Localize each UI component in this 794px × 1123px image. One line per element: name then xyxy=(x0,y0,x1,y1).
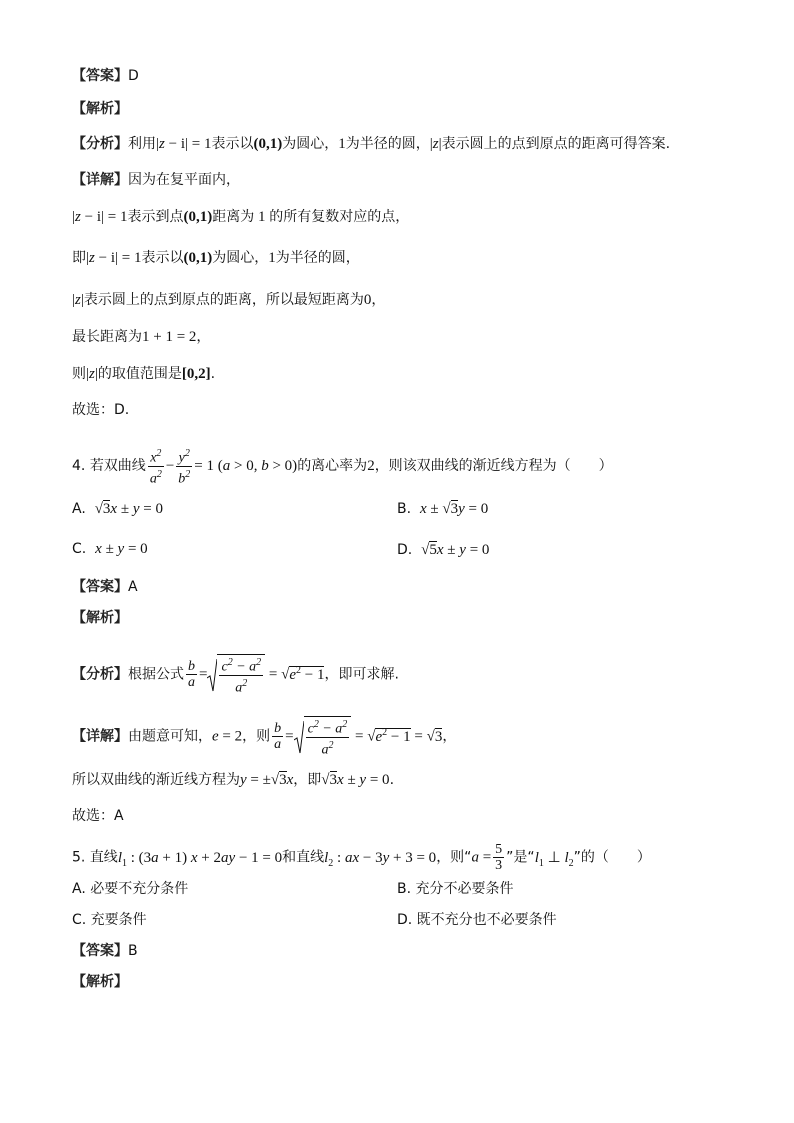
q3-xj-text: 表示圆上的点到原点的距离，所以最短距离为 xyxy=(83,292,364,308)
math: √3x ± y = 0 xyxy=(94,501,163,517)
q4-concl-text: 所以双曲线的渐近线方程为 xyxy=(72,772,240,788)
q3-xj-text: ， xyxy=(371,292,386,308)
option-label: A. xyxy=(72,501,86,517)
q3-xj-line5 xyxy=(72,327,210,347)
q5-analysis-tag-line xyxy=(72,972,128,992)
q4-concl-text: ，即 xyxy=(293,772,322,788)
q5-option-c: C. 充要条件 xyxy=(72,912,147,928)
q3-xj-line4 xyxy=(72,290,385,310)
option-label: C. xyxy=(72,541,87,557)
q5-stem-text: ，则“ xyxy=(436,849,472,866)
q3-analysis-tag-line xyxy=(72,99,128,119)
q4-choose: 故选：A xyxy=(72,808,124,824)
q4-option-c xyxy=(72,539,148,559)
q4-number: 4. xyxy=(72,458,86,475)
math: $\frac{c^2 - a^2}{a^2}$ xyxy=(207,654,265,695)
q3-xj-text: 为半径的圆， xyxy=(275,250,360,266)
math: $l_2$ : ax − 3y + 3 = 0 xyxy=(324,849,437,869)
math: $\frac{c^2 - a^2}{a^2}$ xyxy=(294,716,352,757)
q3-fenxi-line xyxy=(72,134,670,154)
math: x ± y = 0 xyxy=(95,541,148,557)
q4-option-d xyxy=(397,540,489,560)
math: 1 xyxy=(268,250,276,266)
q4-option-a xyxy=(72,499,163,519)
q5-stem-text: 直线 xyxy=(89,849,118,866)
q5-stem-text: 和直线 xyxy=(282,849,325,866)
q4-answer-line xyxy=(72,577,138,597)
q3-fenxi-text: 利用 xyxy=(128,136,156,152)
math: $\frac{5}{3}$ xyxy=(495,842,503,873)
q4-fenxi-text: ，即可求解. xyxy=(324,666,399,683)
fenxi-tag: 【分析】 xyxy=(72,666,128,683)
math: − xyxy=(165,458,175,475)
math: a = xyxy=(471,849,492,866)
analysis-tag: 【解析】 xyxy=(72,101,128,117)
q4-choose-line xyxy=(72,806,124,826)
math: $\frac{b}{a}$ xyxy=(274,721,282,753)
math: = $√e^2 - 1$ xyxy=(265,664,325,683)
q3-xj-line6 xyxy=(72,364,215,384)
math: |z − i| = 1 xyxy=(86,250,142,266)
math: √5x ± y = 0 xyxy=(421,542,490,558)
option-label: B. xyxy=(397,501,412,517)
q3-answer: D xyxy=(128,68,139,84)
q4-stem xyxy=(72,446,613,486)
q4-xj-text: 由题意可知， xyxy=(128,728,212,745)
q3-xj-line3 xyxy=(72,248,360,268)
q3-fenxi-text: 为半径的圆， xyxy=(345,136,430,152)
q5-answer-line xyxy=(72,941,138,961)
q5-number: 5. xyxy=(72,849,86,866)
q3-xj-text: . xyxy=(210,366,216,382)
q3-xj-text: 距离为 xyxy=(212,209,255,225)
q4-concl-text: . xyxy=(389,772,395,788)
q5-stem-text: ”的（ ） xyxy=(573,849,651,866)
q3-choose-line xyxy=(72,400,129,420)
math: (0,1) xyxy=(183,209,213,225)
answer-tag: 【答案】 xyxy=(72,68,128,84)
math: e = 2 xyxy=(212,728,243,745)
q3-xj-text: 最长距离为 xyxy=(72,329,142,345)
math: (0,1) xyxy=(183,250,213,266)
answer-tag: 【答案】 xyxy=(72,943,128,959)
q3-xj-text: 的取值范围是 xyxy=(97,366,182,382)
q3-fenxi-text: 为圆心， xyxy=(282,136,339,152)
q5-stem xyxy=(72,842,651,874)
q3-xj-text: 的所有复数对应的点， xyxy=(269,209,410,225)
math: $\frac{y^2}{b^2}$ xyxy=(178,448,191,487)
math: 2 xyxy=(367,458,375,475)
q3-xj-line2 xyxy=(72,207,409,227)
math: |z − i| = 1 xyxy=(72,209,128,225)
math: $l_1$ : (3a + 1) x + 2ay − 1 = 0 xyxy=(117,849,283,869)
q3-xj-text: 表示以 xyxy=(141,250,184,266)
math: $\frac{b}{a}$ xyxy=(188,659,195,691)
q3-fenxi-text: 表示以 xyxy=(211,136,254,152)
q3-xiangjie-line xyxy=(72,170,240,190)
q5-option-b: B. 充分不必要条件 xyxy=(397,881,514,897)
math: |z| xyxy=(72,292,84,308)
q4-fenxi-text: 根据公式 xyxy=(128,666,184,683)
analysis-tag: 【解析】 xyxy=(72,974,128,990)
q4-analysis-tag-line xyxy=(72,608,128,628)
math: $l_1$ ⊥ $l_2$ xyxy=(534,849,574,869)
q5-option-d: D. 既不充分也不必要条件 xyxy=(397,912,557,928)
q3-xj-text: ， xyxy=(196,329,211,345)
q4-option-b xyxy=(397,499,488,519)
math: x ± √3y = 0 xyxy=(419,501,489,517)
xiangjie-tag: 【详解】 xyxy=(72,172,128,188)
math: = xyxy=(199,666,208,683)
q3-fenxi-text: 表示圆上的点到原点的距离可得答案. xyxy=(441,136,671,152)
math: $\frac{x^2}{a^2}$ xyxy=(149,448,162,487)
math: y = ±√3x xyxy=(240,772,294,788)
math: (0,1) xyxy=(253,136,283,152)
q5-stem-text: ”是“ xyxy=(506,849,535,866)
q4-stem-text: 若双曲线 xyxy=(89,458,146,475)
q4-fenxi-line xyxy=(72,654,399,695)
q4-xiangjie-line xyxy=(72,716,456,757)
math: 1 + 1 = 2 xyxy=(142,329,197,345)
q5-option-a: A. 必要不充分条件 xyxy=(72,881,189,897)
q5-answer: B xyxy=(128,943,138,959)
q4-stem-text: ，则该双曲线的渐近线方程为（ ） xyxy=(374,458,613,475)
option-label: D. xyxy=(397,542,413,558)
q3-choose: 故选：D. xyxy=(72,402,130,418)
analysis-tag: 【解析】 xyxy=(72,610,128,626)
math: 1 xyxy=(254,209,270,225)
xiangjie-tag: 【详解】 xyxy=(72,728,128,745)
q3-xj-text: 为圆心， xyxy=(212,250,269,266)
math: √3x ± y = 0 xyxy=(321,772,390,788)
math: = xyxy=(285,728,294,745)
answer-tag: 【答案】 xyxy=(72,579,128,595)
math: = 1 (a > 0, b > 0) xyxy=(194,458,298,475)
q3-xj-text: 因为在复平面内， xyxy=(128,172,240,188)
q3-answer-line xyxy=(72,66,139,86)
math: 1 xyxy=(338,136,346,152)
math: [0,2] xyxy=(181,366,211,382)
math: |z − i| = 1 xyxy=(156,136,212,152)
q4-stem-text: 的离心率为 xyxy=(297,458,368,475)
fenxi-tag: 【分析】 xyxy=(72,136,128,152)
q4-conclusion-line xyxy=(72,770,394,790)
q4-xj-text: ，则 xyxy=(242,728,271,745)
q3-xj-text: 表示到点 xyxy=(127,209,184,225)
q3-xj-text: 即 xyxy=(72,250,86,266)
math: |z| xyxy=(86,366,98,382)
math: |z| xyxy=(429,136,442,152)
math: = $√e^2 - 1 = √3$ xyxy=(351,726,443,745)
q4-answer: A xyxy=(128,579,138,595)
q3-xj-text: 则 xyxy=(72,366,86,382)
q4-xj-text: ， xyxy=(442,728,457,745)
math: 0 xyxy=(363,292,372,308)
